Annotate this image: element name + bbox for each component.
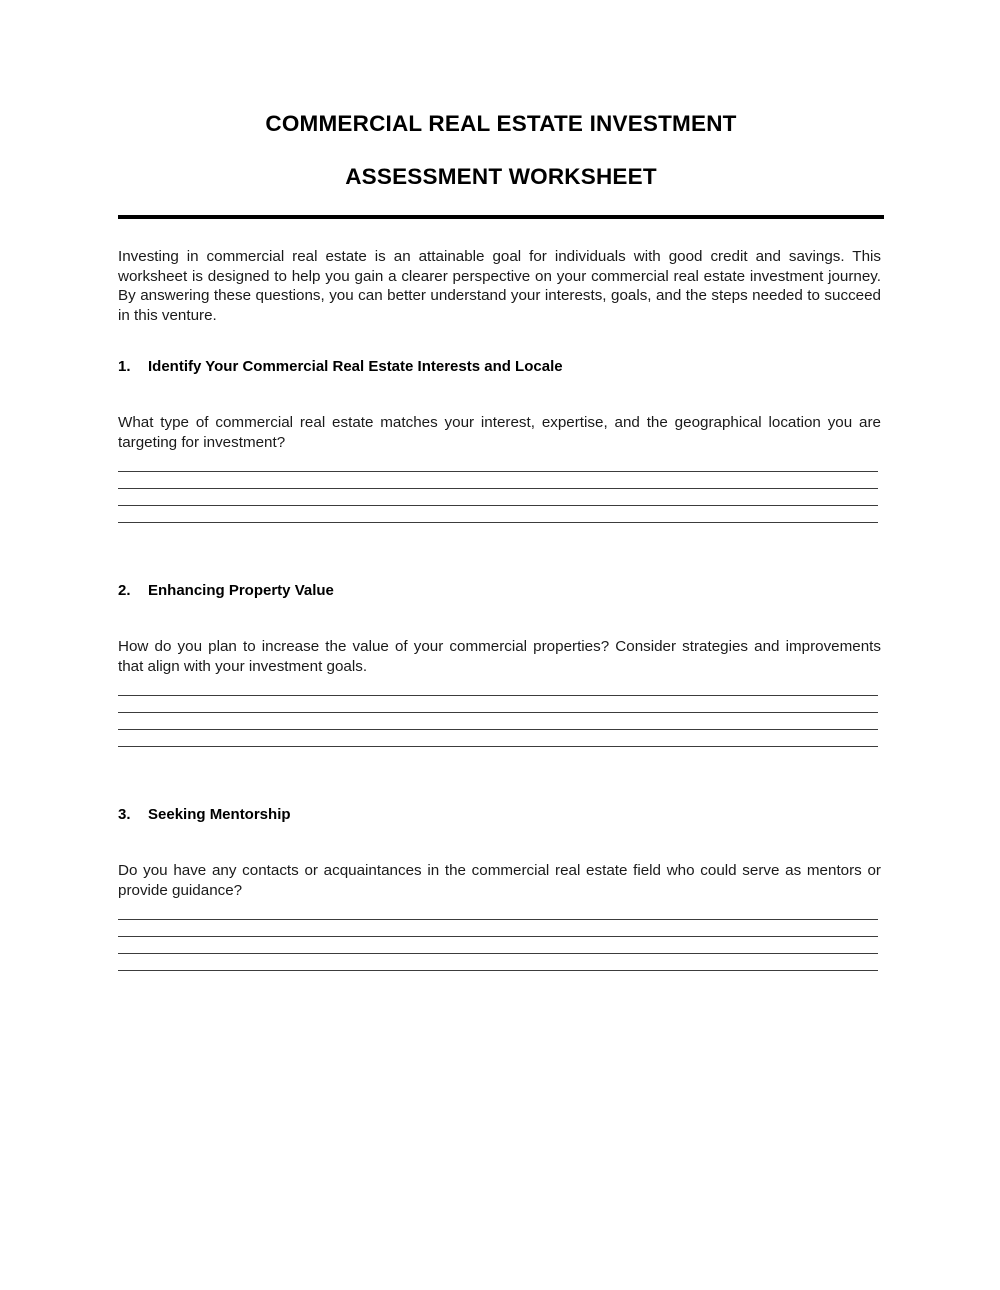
section-3 bbox=[118, 806, 884, 971]
section-1-number: 1. bbox=[118, 358, 131, 375]
section-2-number: 2. bbox=[118, 582, 131, 599]
section-2-question: How do you plan to increase the value of your commercial properties? Consider strategies and improvements that align with your investment goals. bbox=[118, 638, 881, 675]
answer-line[interactable] bbox=[118, 505, 878, 506]
section-2-heading bbox=[118, 582, 884, 600]
answer-line[interactable] bbox=[118, 919, 878, 920]
page-title-line-1: COMMERCIAL REAL ESTATE INVESTMENT bbox=[265, 111, 737, 136]
answer-line[interactable] bbox=[118, 729, 878, 730]
answer-line[interactable] bbox=[118, 746, 878, 747]
answer-line[interactable] bbox=[118, 970, 878, 971]
section-1-heading bbox=[118, 358, 884, 376]
answer-line[interactable] bbox=[118, 712, 878, 713]
answer-line[interactable] bbox=[118, 936, 878, 937]
answer-line[interactable] bbox=[118, 522, 878, 523]
answer-line[interactable] bbox=[118, 471, 878, 472]
answer-line[interactable] bbox=[118, 695, 878, 696]
intro-paragraph: Investing in commercial real estate is an attainable goal for individuals with good credit and savings. This worksheet is designed to help you gain a clearer perspective on your commercial real estate investment journey. By answering these questions, you can better understand your interests, goals, and the steps needed to succeed in this venture. bbox=[118, 248, 881, 324]
section-3-heading bbox=[118, 806, 884, 824]
answer-line[interactable] bbox=[118, 488, 878, 489]
answer-line[interactable] bbox=[118, 953, 878, 954]
section-1-heading-label: Identify Your Commercial Real Estate Interests and Locale bbox=[148, 358, 563, 375]
title-divider-rule bbox=[118, 215, 884, 219]
section-2-answer-lines[interactable] bbox=[118, 695, 878, 747]
section-3-heading-label: Seeking Mentorship bbox=[148, 806, 291, 823]
section-3-question: Do you have any contacts or acquaintances in the commercial real estate field who could serve as mentors or provide guidance? bbox=[118, 862, 881, 899]
section-1-question: What type of commercial real estate matches your interest, expertise, and the geographical location you are targeting for investment? bbox=[118, 414, 881, 451]
section-3-number: 3. bbox=[118, 806, 131, 823]
page-title-line-2: ASSESSMENT WORKSHEET bbox=[345, 164, 657, 189]
section-3-answer-lines[interactable] bbox=[118, 919, 878, 971]
section-2 bbox=[118, 582, 884, 747]
section-1-answer-lines[interactable] bbox=[118, 471, 878, 523]
section-2-heading-label: Enhancing Property Value bbox=[148, 582, 334, 599]
section-1 bbox=[118, 358, 884, 523]
